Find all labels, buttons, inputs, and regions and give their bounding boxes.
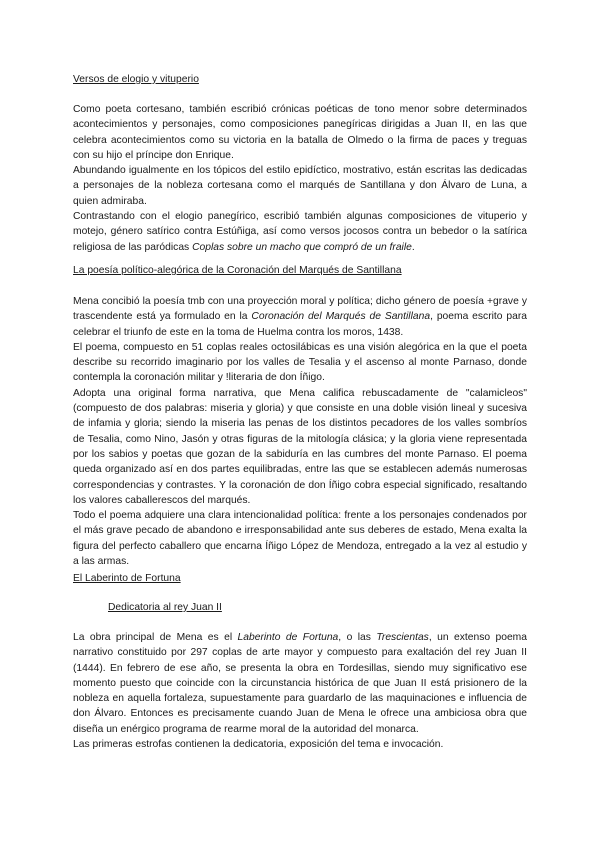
paragraph: [73, 209, 527, 255]
paragraph: El poema, compuesto en 51 coplas reales octosilábicas es una visión alegórica en la que el poeta describe su recorrido imaginario por los valles de Tesalia y el ascenso al monte Parnaso, donde contempla la coronación militar y !literaria de don Íñigo.: [73, 341, 527, 384]
section-heading-coronacion: La poesía político-alegórica de la Coronación del Marqués de Santillana: [73, 265, 402, 276]
section-body-laberinto: [73, 630, 527, 752]
paragraph: [73, 294, 527, 340]
paragraph: [73, 630, 527, 737]
text-run: , poema escrito para celebrar el triunfo de este en la toma de Huelma contra los moros, 1438.: [73, 311, 527, 338]
paragraph: Las primeras estrofas contienen la dedicatoria, exposición del tema e invocación.: [73, 739, 444, 751]
paragraph: Adopta una original forma narrativa, que Mena califica rebuscadamente de "calamicleos" (compuesto de dos palabras: miseria y gloria) y que consiste en una doble visión lineal y sucesiva de infamia y gloria; siendo la miseria las penas de los distintos pecadores de los valles sombríos de Tesalia, como Nino, Jasón y otras figuras de la mitología clásica; y la gloria viene representada por los sabios y poetas que gozan de la sabiduría en las cumbres del monte Parnaso. El poema queda organizado así en dos partes equilibradas, entre las que se establecen además numerosas correspondencias y contrastes. Y la coronación de don Íñigo cobra especial significado, resaltando los valores caballerescos del marqués.: [73, 387, 527, 506]
paragraph: Todo el poema adquiere una clara intencionalidad política: frente a los personajes condenados por el más grave pecado de abandono e irresponsabilidad ante sus deberes de estado, Mena exalta la figura del perfecto caballero que encarna Íñigo López de Mendoza, entregado a la vez al estudio y a las armas.: [73, 510, 527, 568]
section-heading-versos: Versos de elogio y vituperio: [73, 74, 199, 85]
text-run: Mena concibió la poesía tmb con una proyección moral y política; dicho género de poesía +grave y trascendente está ya formulado en la: [73, 296, 527, 323]
section-body-versos: [73, 102, 527, 255]
text-run: La obra principal de Mena es el: [73, 632, 238, 643]
paragraph: Abundando igualmente en los tópicos del estilo epidíctico, mostrativo, están escritas las dedicadas a personajes de la nobleza cortesana como el marqués de Santillana y don Álvaro de Luna, a quien admiraba.: [73, 165, 527, 207]
work-title: Trescientas: [376, 632, 429, 643]
text-run: .: [411, 241, 415, 253]
paragraph: Como poeta cortesano, también escribió crónicas poéticas de tono menor sobre determinados acontecimientos y personajes, como composiciones panegíricas dirigidas a Juan II, en las que celebra acontecimientos como su victoria en la batalla de Olmedo o la firma de paces y treguas con su hijo el príncipe don Enrique.: [73, 104, 527, 161]
section-heading-laberinto: El Laberinto de Fortuna: [73, 573, 181, 584]
section-body-coronacion: [73, 294, 527, 569]
work-title: Coronación del Marqués de Santillana: [251, 311, 431, 323]
text-run: Contrastando con el elogio panegírico, escribió también algunas composiciones de vituperio y motejo, género satírico contra Estúñiga, así como versos jocosos contra un bebedor o la satírica religiosa de las paródicas: [73, 211, 527, 253]
text-run: , un extenso poema narrativo constituido por 297 coplas de arte mayor y compuesto para exaltación del rey Juan II (1444). En febrero de ese año, se presenta la obra en Tordesillas, siendo muy significativo ese momento puesto que coincide con la circunstancia histórica de que Juan II está prisionero de la nobleza en aquella fortaleza, supuestamente para guardarlo de las maquinaciones e influencia de don Álvaro. Entonces es precisamente cuando Juan de Mena le ofrece una ambiciosa obra que diseña un enérgico programa de rearme moral de la autoridad del monarca.: [73, 632, 527, 735]
text-run: , o las: [338, 632, 377, 643]
subsection-heading-dedicatoria: Dedicatoria al rey Juan II: [108, 602, 222, 613]
work-title: Coplas sobre un macho que compró de un fraile: [192, 241, 412, 253]
work-title: Laberinto de Fortuna: [237, 632, 339, 643]
